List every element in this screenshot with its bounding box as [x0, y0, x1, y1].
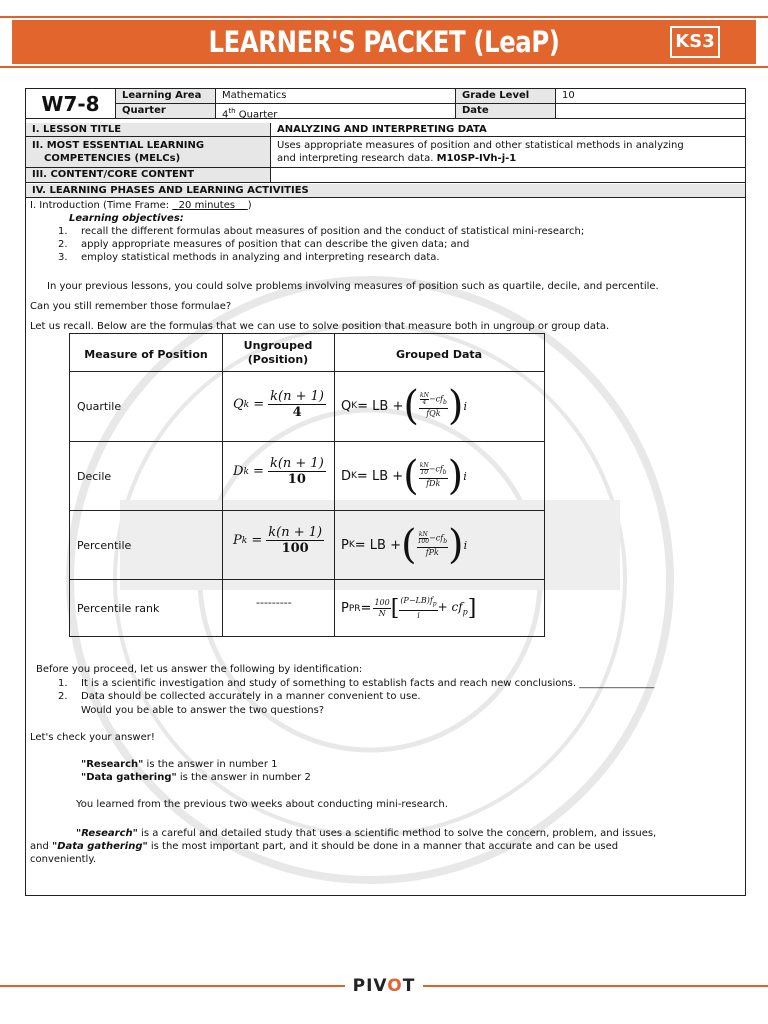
lesson-title-row	[26, 123, 745, 137]
header-grouped: Grouped Data	[395, 348, 483, 361]
grouped-symbol: Q	[341, 398, 352, 414]
formula-numerator: k(n + 1)	[269, 456, 324, 471]
answer-1-term: "Research"	[81, 759, 144, 770]
identification-question: Would you be able to answer the two questions?	[81, 705, 325, 716]
banner-bar	[12, 20, 756, 64]
intro-heading-prefix: I. Introduction (Time Frame:	[30, 200, 173, 211]
grouped-lb: = LB +	[356, 468, 404, 484]
banner-bottom-line	[0, 66, 768, 68]
formula-subscript: k	[243, 466, 249, 477]
formula-subscript: k	[241, 535, 248, 546]
percentile-rank-ungrouped: ---------	[256, 596, 292, 609]
grouped-cf: cf	[435, 464, 443, 474]
interval-i: i	[463, 469, 467, 483]
interval-i: i	[463, 538, 468, 552]
identification-intro: Before you proceed, let us answer the following by identification:	[36, 664, 363, 675]
formula-symbol: D	[233, 464, 244, 479]
melc-label-line2: COMPETENCIES (MELCs)	[44, 153, 181, 164]
grouped-freq: fQk	[426, 409, 441, 419]
melc-row	[26, 137, 745, 168]
formula-numerator: k(n + 1)	[268, 525, 323, 540]
grouped-subscript: PR	[348, 603, 361, 614]
grade-level-value: 10	[562, 90, 575, 101]
intro-time-frame: 20 minutes	[178, 200, 236, 211]
grouped-cf-sub: b	[443, 538, 448, 546]
row-decile-name: Decile	[77, 470, 112, 483]
banner-title: LEARNER'S PACKET (LeaP)	[208, 25, 560, 59]
content-row	[26, 168, 745, 183]
identification-1-num: 1.	[58, 678, 68, 689]
grade-level-label: Grade Level	[456, 89, 556, 103]
quarter-label: Quarter	[116, 104, 216, 118]
header-ungrouped-line1: Ungrouped	[243, 339, 313, 352]
formula-denominator: 4	[292, 405, 302, 420]
learning-area-label: Learning Area	[116, 89, 216, 103]
pivot-logo-pre: PIV	[352, 976, 388, 996]
leap-banner	[0, 14, 768, 70]
table-divider	[70, 441, 544, 442]
definition-line-1	[76, 827, 656, 840]
date-label: Date	[456, 104, 556, 118]
grouped-freq: fPk	[425, 548, 439, 558]
definition-text-1: is a careful and detailed study that uses a scientific method to solve the concern, problem, and issues,	[137, 828, 657, 839]
objectives-label: Learning objectives:	[69, 213, 184, 224]
grouped-freq: fDk	[426, 479, 441, 489]
pr-plus-cf: + cf	[437, 600, 463, 615]
answer-1	[81, 758, 277, 771]
header-row-2	[116, 104, 745, 119]
pr-inner-num: (P−LB)f	[400, 596, 433, 606]
objective-1-num: 1.	[58, 226, 68, 237]
pivot-logo-o: O	[387, 976, 403, 996]
row-percentile-name: Percentile	[77, 539, 132, 552]
header-ungrouped	[222, 339, 334, 367]
decile-ungrouped-formula: D k = $\frac{k(n + 1)}{10}$	[233, 456, 324, 487]
quarter-number: 4	[222, 109, 229, 118]
melc-text-line2	[277, 152, 743, 165]
grouped-kn: kN	[419, 461, 429, 469]
grouped-cf: cf	[435, 533, 444, 543]
header-measure: Measure of Position	[84, 348, 208, 361]
header-row-1	[116, 89, 745, 104]
objective-2-num: 2.	[58, 239, 68, 250]
melc-label	[26, 137, 271, 167]
definition-and: and	[30, 841, 52, 852]
row-percentile-rank-name: Percentile rank	[77, 602, 160, 615]
answer-2-rest: is the answer in number 2	[176, 772, 311, 783]
percentile-rank-grouped-formula: P PR = $\frac{100}{N}$ [ $(P-LB)f_p$ i + $cf_p$ ]	[341, 596, 477, 621]
grouped-cf-sub: b	[442, 469, 447, 477]
table-divider	[334, 334, 335, 636]
objective-3-text: employ statistical methods in analyzing and interpreting research data.	[81, 252, 440, 263]
ks-badge: KS3	[670, 26, 720, 58]
grouped-symbol: D	[341, 468, 352, 484]
percentile-ungrouped-formula: P k = $\frac{k(n + 1)}{100}$	[233, 525, 323, 556]
identification-2-num: 2.	[58, 691, 68, 702]
grouped-cf: cf	[435, 394, 444, 404]
check-answer: Let's check your answer!	[30, 732, 155, 743]
definition-text-2: is the most important part, and it should be done in a manner that accurate and can be used	[147, 841, 619, 852]
date-value[interactable]	[556, 104, 745, 118]
row-quartile-name: Quartile	[77, 400, 122, 413]
answer-2-term: "Data gathering"	[81, 772, 177, 783]
grouped-kn: kN	[419, 391, 429, 399]
grouped-eq: =	[360, 601, 372, 616]
decile-grouped-formula: D K = LB + ( $\frac{kN}{10}$ $-cf_b$ fDk ) i	[341, 453, 467, 499]
grouped-lb: = LB +	[354, 537, 401, 553]
formula-denominator: 10	[287, 472, 306, 487]
grouped-subscript: K	[351, 401, 358, 411]
melc-text-line2-body: and interpreting research data.	[277, 153, 434, 164]
formula-numerator: k(n + 1)	[270, 389, 324, 404]
lesson-title-value: ANALYZING AND INTERPRETING DATA	[277, 124, 487, 135]
definition-term-data-gathering: "Data gathering"	[52, 841, 148, 852]
learned-text: You learned from the previous two weeks about conducting mini-research.	[76, 799, 448, 810]
identification-2-text: Data should be collected accurately in a manner convenient to use.	[81, 691, 421, 702]
formula-symbol: P	[233, 533, 242, 548]
objective-1-text: recall the different formulas about measures of position and the conduct of statistical mini-research;	[81, 226, 585, 237]
grouped-lb: = LB +	[357, 398, 404, 414]
pr-inner-sub: p	[432, 600, 437, 608]
grouped-kn-den: 4	[422, 398, 427, 406]
objective-2-text: apply appropriate measures of position that can describe the given data; and	[81, 239, 470, 250]
quarter-value	[216, 104, 456, 118]
definition-line-3: conveniently.	[30, 854, 97, 865]
phases-label: IV. LEARNING PHASES AND LEARNING ACTIVITIES	[26, 184, 745, 198]
quartile-ungrouped-formula: Q k = $\frac{k(n + 1)}{4}$	[233, 389, 324, 420]
grouped-subscript: K	[348, 540, 355, 550]
grouped-symbol: P	[341, 537, 349, 553]
melc-label-line1: II. MOST ESSENTIAL LEARNING	[32, 140, 205, 151]
grouped-kn: kN	[418, 530, 428, 538]
quarter-suffix: th	[228, 107, 236, 115]
pivot-logo	[345, 974, 423, 998]
learning-area-value: Mathematics	[216, 89, 456, 103]
header-ungrouped-line2: (Position)	[247, 353, 309, 366]
definition-term-research: "Research"	[76, 828, 138, 839]
melc-value	[277, 137, 743, 167]
grouped-kn-den: 10	[420, 468, 429, 476]
pr-inner-den: i	[417, 610, 420, 620]
table-divider	[70, 579, 544, 580]
pr-plus-sub: p	[462, 607, 468, 617]
quarter-word: Quarter	[235, 109, 278, 118]
intro-paragraph-2: Can you still remember those formulae?	[30, 301, 232, 312]
intro-paragraph-3: Let us recall. Below are the formulas that we can use to solve position that measure both in ungroup or group data.	[30, 321, 610, 332]
objective-3-num: 3.	[58, 252, 68, 263]
lesson-title-label: I. LESSON TITLE	[26, 123, 271, 136]
melc-code: M10SP-IVh-j-1	[436, 153, 517, 164]
identification-1-text: It is a scientific investigation and study of something to establish facts and reach new conclusions. _______________	[81, 678, 655, 689]
intro-heading	[30, 199, 252, 212]
intro-paragraph-1: In your previous lessons, you could solve problems involving measures of position such as quartile, decile, and percentile.	[47, 281, 659, 292]
table-divider	[70, 371, 544, 372]
formula-denominator: 100	[281, 541, 309, 556]
grouped-cf-sub: b	[443, 399, 447, 407]
content-value	[277, 168, 743, 182]
answer-2	[81, 771, 311, 784]
melc-text-line1: Uses appropriate measures of position and other statistical methods in analyzing	[277, 140, 684, 151]
grouped-subscript: K	[351, 471, 357, 481]
interval-i: i	[463, 399, 467, 413]
answer-1-rest: is the answer in number 1	[143, 759, 278, 770]
intro-heading-suffix: )	[247, 200, 252, 211]
definition-line-2	[30, 840, 618, 853]
quartile-grouped-formula: Q K = LB + ( $\frac{kN}{4}$ $-cf_b$ fQk ) i	[341, 383, 467, 429]
formula-symbol: Q	[233, 397, 244, 412]
grouped-kn-den: 100	[417, 537, 430, 545]
pivot-logo-post: T	[402, 976, 416, 996]
banner-top-line	[0, 16, 768, 18]
table-divider	[70, 510, 544, 511]
pr-num: 100	[374, 598, 390, 607]
percentile-grouped-formula: P K = LB + ( $\frac{kN}{100}$ $-cf_b$ fPk ) i	[341, 522, 468, 568]
formula-subscript: k	[243, 399, 250, 410]
grouped-symbol: P	[341, 601, 349, 616]
table-divider	[222, 334, 223, 636]
pr-den: N	[378, 609, 386, 618]
content-label: III. CONTENT/CORE CONTENT	[26, 168, 271, 182]
week-label: W7-8	[26, 89, 116, 119]
